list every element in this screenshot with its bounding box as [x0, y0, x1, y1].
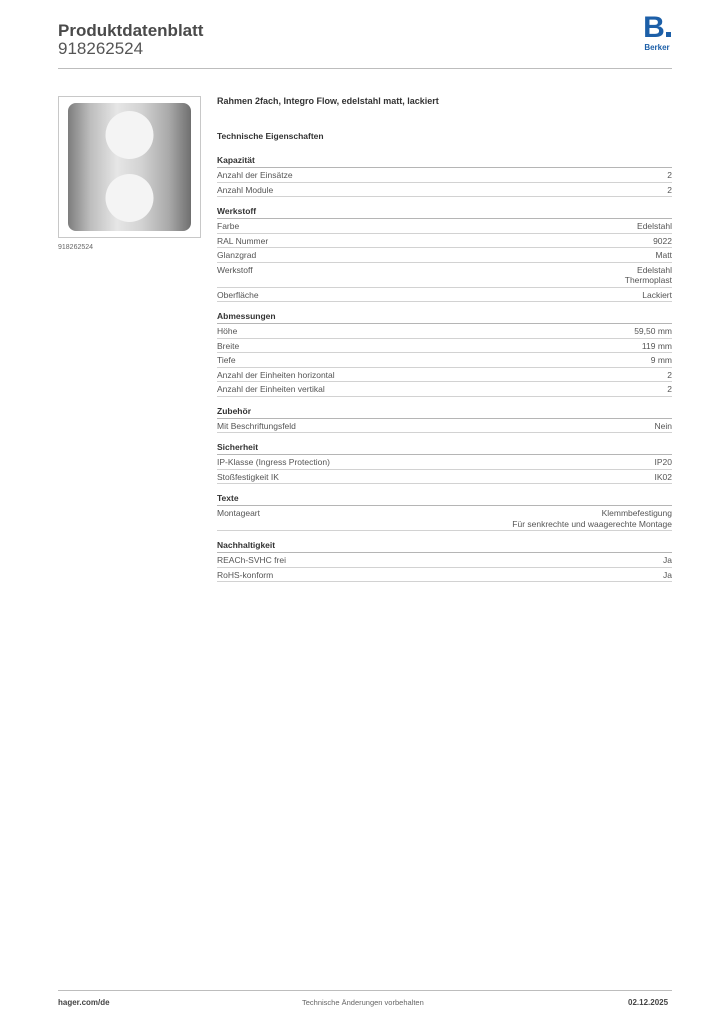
spec-group-title: Zubehör [217, 406, 672, 419]
product-image [58, 96, 201, 238]
spec-label: Montageart [217, 508, 260, 518]
footer-date: 02.12.2025 [628, 998, 669, 1007]
spec-group-title: Nachhaltigkeit [217, 540, 672, 553]
spec-value: Nein [654, 420, 672, 431]
spec-row [217, 168, 672, 183]
spec-label: Anzahl der Einheiten horizontal [217, 369, 335, 380]
spec-label: Anzahl der Einheiten vertikal [217, 384, 325, 394]
spec-label: Anzahl der Einsätze [217, 170, 293, 180]
berker-logo-mark: B [640, 14, 674, 42]
footer-disclaimer: Technische Änderungen vorbehalten [302, 998, 424, 1007]
spec-group-title: Sicherheit [217, 442, 672, 455]
article-number: 918262524 [58, 39, 144, 58]
spec-value: 2 [667, 369, 672, 380]
spec-group-title: Kapazität [217, 155, 672, 168]
spec-row [217, 234, 672, 249]
spec-label: Höhe [217, 326, 238, 336]
image-caption: 918262524 [58, 244, 94, 251]
spec-value: IK02 [654, 471, 672, 482]
spec-row [217, 382, 672, 397]
spec-group [217, 493, 672, 531]
specs-heading: Technische Eigenschaften [217, 131, 324, 141]
spec-value: Klemmbefestigung Für senkrechte und waagerechte Montage [512, 508, 672, 529]
spec-row [217, 288, 672, 303]
spec-group [217, 442, 672, 484]
page-title: Produktdatenblatt [58, 21, 204, 40]
spec-label: RAL Nummer [217, 235, 269, 246]
spec-label: Tiefe [217, 355, 236, 365]
spec-row [217, 353, 672, 368]
spec-row [217, 219, 672, 234]
spec-row [217, 470, 672, 485]
spec-row [217, 568, 672, 583]
spec-value: 9 mm [650, 355, 672, 365]
footer-website: hager.com/de [58, 998, 110, 1007]
spec-group-title: Texte [217, 493, 672, 506]
spec-group [217, 311, 672, 397]
spec-label: Stoßfestigkeit IK [217, 471, 279, 482]
spec-row [217, 263, 672, 288]
spec-groups [217, 155, 672, 582]
spec-label: Mit Beschriftungsfeld [217, 420, 296, 431]
spec-value: 9022 [653, 235, 672, 246]
spec-group [217, 406, 672, 434]
spec-value: 2 [667, 384, 672, 394]
spec-row [217, 419, 672, 434]
spec-label: Anzahl Module [217, 184, 274, 195]
spec-label: Werkstoff [217, 264, 253, 275]
spec-row [217, 455, 672, 470]
spec-value: 2 [667, 170, 672, 180]
spec-row [217, 324, 672, 339]
spec-value: 2 [667, 184, 672, 195]
spec-label: IP-Klasse (Ingress Protection) [217, 457, 330, 467]
spec-group [217, 155, 672, 197]
spec-row [217, 183, 672, 198]
spec-row [217, 506, 672, 531]
spec-label: Breite [217, 340, 240, 351]
spec-label: Farbe [217, 221, 240, 231]
spec-group-title: Werkstoff [217, 206, 672, 219]
spec-row [217, 368, 672, 383]
header-divider [58, 68, 672, 69]
spec-row [217, 553, 672, 568]
footer-divider [58, 990, 672, 991]
spec-value: Ja [663, 555, 672, 565]
spec-row [217, 339, 672, 354]
berker-logo [640, 11, 674, 52]
spec-label: REACh-SVHC frei [217, 555, 286, 565]
spec-label: RoHS-konform [217, 569, 274, 580]
spec-group [217, 206, 672, 302]
spec-panel [217, 96, 672, 591]
spec-value: 59,50 mm [634, 326, 672, 336]
spec-value: Edelstahl Thermoplast [624, 264, 672, 285]
spec-label: Oberfläche [217, 289, 259, 300]
spec-group [217, 540, 672, 582]
berker-logo-text: Berker [644, 43, 670, 52]
spec-label: Glanzgrad [217, 250, 257, 260]
spec-value: Ja [663, 569, 672, 580]
spec-value: 119 mm [641, 340, 672, 351]
spec-value: Matt [655, 250, 672, 260]
spec-value: Lackiert [642, 289, 672, 300]
product-name: Rahmen 2fach, Integro Flow, edelstahl matt, lackiert [217, 96, 439, 106]
spec-group-title: Abmessungen [217, 311, 672, 324]
spec-value: IP20 [654, 457, 672, 467]
spec-row [217, 248, 672, 263]
spec-value: Edelstahl [637, 221, 672, 231]
